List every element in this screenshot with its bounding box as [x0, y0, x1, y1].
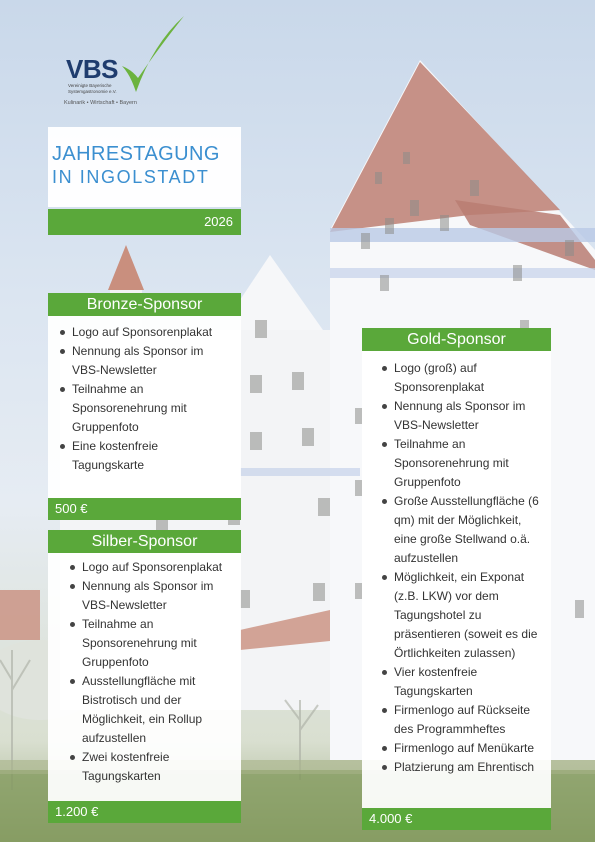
gold-benefit: Platzierung am Ehrentisch	[380, 758, 545, 777]
title-line-2: IN INGOLSTADT	[52, 167, 210, 187]
gold-benefit: Firmenlogo auf Menükarte	[380, 739, 545, 758]
gold-benefit: Große Ausstellungfläche (6 qm) mit der Möglichkeit, eine große Stellwand o.ä. aufzustellen	[380, 492, 545, 568]
logo-subline: Vereinigte Bayerische Systemgastronomie e.V.	[68, 83, 117, 94]
silver-benefits	[48, 553, 241, 801]
bronze-benefits	[48, 316, 241, 498]
gold-benefit: Firmenlogo auf Rückseite des Programmheftes	[380, 701, 545, 739]
bronze-heading: Bronze-Sponsor	[48, 293, 241, 316]
logo-wordmark: VBS	[66, 54, 118, 84]
bronze-benefit: Teilnahme an Sponsorenehrung mit Gruppenfoto	[58, 380, 233, 437]
title-line-1: JAHRESTAGUNG	[52, 143, 220, 165]
bronze-price: 500 €	[48, 498, 241, 520]
gold-benefit: Möglichkeit, ein Exponat (z.B. LKW) vor dem Tagungshotel zu präsentieren (soweit es die Örtlichkeiten zulassen)	[380, 568, 545, 663]
bronze-sponsor-card	[48, 293, 241, 520]
silver-benefit: Logo auf Sponsorenplakat	[68, 558, 233, 577]
vbs-logo	[62, 14, 192, 114]
gold-benefit: Logo (groß) auf Sponsorenplakat	[380, 359, 545, 397]
gold-benefits	[362, 351, 551, 808]
gold-price: 4.000 €	[362, 808, 551, 830]
silver-heading: Silber-Sponsor	[48, 530, 241, 553]
gold-benefit: Teilnahme an Sponsorenehrung mit Gruppenfoto	[380, 435, 545, 492]
bronze-benefit: Eine kostenfreie Tagungskarte	[58, 437, 233, 475]
event-title-card	[48, 127, 241, 235]
silver-benefit: Zwei kostenfreie Tagungskarten	[68, 748, 233, 786]
gold-benefit: Vier kostenfreie Tagungskarten	[380, 663, 545, 701]
bronze-benefit: Nennung als Sponsor im VBS-Newsletter	[58, 342, 233, 380]
gold-heading: Gold-Sponsor	[362, 328, 551, 351]
gold-benefit: Nennung als Sponsor im VBS-Newsletter	[380, 397, 545, 435]
silver-price: 1.200 €	[48, 801, 241, 823]
event-year: 2026	[48, 209, 241, 235]
title-box	[48, 127, 241, 207]
silver-benefit: Nennung als Sponsor im VBS-Newsletter	[68, 577, 233, 615]
logo-tagline: Kulinarik • Wirtschaft • Bayern	[64, 100, 137, 106]
silver-benefit: Ausstellungfläche mit Bistrotisch und der Möglichkeit, ein Rollup aufzustellen	[68, 672, 233, 748]
silver-sponsor-card	[48, 530, 241, 823]
bronze-benefit: Logo auf Sponsorenplakat	[58, 323, 233, 342]
silver-benefit: Teilnahme an Sponsorenehrung mit Gruppenfoto	[68, 615, 233, 672]
gold-sponsor-card	[362, 328, 551, 830]
